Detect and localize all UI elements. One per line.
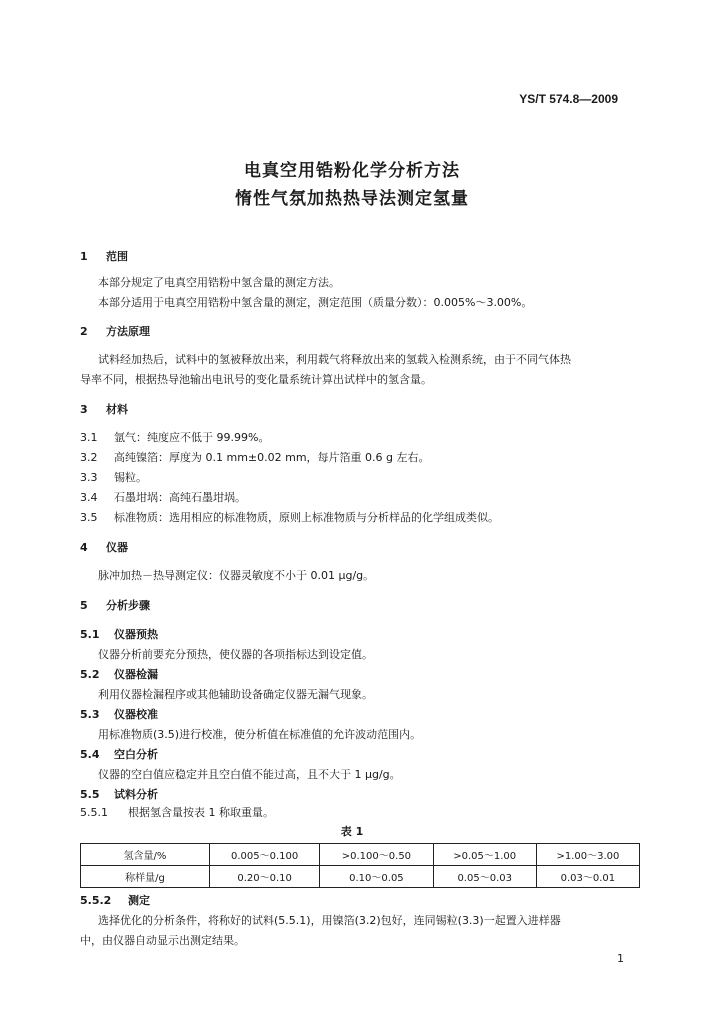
subsection-number: 5.5 [80, 788, 100, 801]
table-row-header: 氢含量/% [81, 844, 210, 866]
section-2-paragraph-line-1: 试料经加热后，试料中的氢被释放出来，利用载气将释放出来的氢载入检测系统，由于不同气体热 [98, 353, 571, 366]
subsection-5-2-heading [80, 668, 158, 682]
table-row [81, 866, 640, 888]
subsection-title: 仪器检漏 [114, 668, 158, 681]
section-title: 仪器 [106, 541, 128, 554]
table-cell: 0.05～0.03 [433, 866, 536, 888]
subsection-5-5-1 [80, 806, 274, 820]
subsection-5-5-2-heading [80, 894, 150, 908]
subsection-number: 5.5.1 [80, 806, 108, 819]
table-cell: >0.05～1.00 [433, 844, 536, 866]
sample-weight-table [80, 843, 640, 888]
section-4-paragraph: 脉冲加热－热导测定仪：仪器灵敏度不小于 0.01 μg/g。 [98, 569, 375, 582]
table-cell: 0.03～0.01 [536, 866, 639, 888]
subsection-5-5-heading [80, 788, 158, 802]
section-5-heading [80, 599, 150, 613]
subsection-title: 试料分析 [114, 788, 158, 801]
subsection-number: 5.5.2 [80, 894, 112, 907]
section-title: 分析步骤 [106, 599, 150, 612]
section-1-paragraph-2: 本部分适用于电真空用锆粉中氢含量的测定，测定范围（质量分数）：0.005%～3.00%。 [98, 296, 533, 309]
subsection-5-5-2-text-line-2: 中，由仪器自动显示出测定结果。 [80, 934, 245, 947]
section-number: 5 [80, 599, 88, 612]
subsection-5-3-text: 用标准物质(3.5)进行校准，使分析值在标准值的允许波动范围内。 [98, 728, 422, 741]
material-item [80, 471, 147, 485]
section-title: 方法原理 [106, 325, 150, 338]
table-cell: >1.00～3.00 [536, 844, 639, 866]
material-item [80, 451, 430, 465]
subsection-5-1-text: 仪器分析前要充分预热，使仪器的各项指标达到设定值。 [98, 648, 373, 661]
item-number: 3.5 [80, 511, 98, 524]
material-item [80, 511, 499, 525]
document-code: YS/T 574.8—2009 [519, 92, 618, 106]
subsection-title: 仪器预热 [114, 628, 158, 641]
item-number: 3.4 [80, 491, 98, 504]
table-caption: 表 1 [340, 825, 364, 838]
document-title-line1: 电真空用锆粉化学分析方法 [244, 161, 460, 181]
item-text: 石墨坩埚：高纯石墨坩埚。 [114, 491, 246, 504]
subsection-text: 根据氢含量按表 1 称取重量。 [128, 806, 274, 819]
item-text: 氩气：纯度应不低于 99.99%。 [114, 431, 270, 444]
section-number: 3 [80, 403, 88, 416]
subsection-5-2-text: 利用仪器检漏程序或其他辅助设备确定仪器无漏气现象。 [98, 688, 373, 701]
section-3-heading [80, 403, 128, 417]
section-title: 材料 [106, 403, 128, 416]
document-title-line2: 惰性气氛加热热导法测定氢量 [235, 189, 469, 209]
section-1-heading [80, 250, 128, 264]
subsection-title: 仪器校准 [114, 708, 158, 721]
item-number: 3.3 [80, 471, 98, 484]
subsection-5-5-2-text-line-1: 选择优化的分析条件，将称好的试料(5.5.1)，用镍箔(3.2)包好，连同锡粒(3.3)一起置入进样器 [98, 914, 561, 927]
subsection-5-1-heading [80, 628, 158, 642]
item-text: 标准物质：选用相应的标准物质，原则上标准物质与分析样品的化学组成类似。 [114, 511, 499, 524]
section-number: 1 [80, 250, 88, 263]
subsection-title: 空白分析 [114, 748, 158, 761]
material-item [80, 491, 246, 505]
table-cell: >0.100～0.50 [320, 844, 433, 866]
table-cell: 0.10～0.05 [320, 866, 433, 888]
subsection-number: 5.2 [80, 668, 100, 681]
item-text: 高纯镍箔：厚度为 0.1 mm±0.02 mm，每片箔重 0.6 g 左右。 [114, 451, 430, 464]
subsection-5-3-heading [80, 708, 158, 722]
subsection-number: 5.3 [80, 708, 100, 721]
section-2-paragraph-line-2: 导率不同，根据热导池输出电讯号的变化量系统计算出试样中的氢含量。 [80, 373, 432, 386]
table-row [81, 844, 640, 866]
subsection-5-4-text: 仪器的空白值应稳定并且空白值不能过高，且不大于 1 μg/g。 [98, 768, 401, 781]
table-row-header: 称样量/g [81, 866, 210, 888]
page-number: 1 [617, 952, 624, 965]
subsection-title: 测定 [128, 894, 150, 907]
section-number: 2 [80, 325, 88, 338]
subsection-number: 5.1 [80, 628, 100, 641]
section-number: 4 [80, 541, 88, 554]
table-cell: 0.20～0.10 [210, 866, 320, 888]
subsection-5-4-heading [80, 748, 158, 762]
table-cell: 0.005～0.100 [210, 844, 320, 866]
section-title: 范围 [106, 250, 128, 263]
material-item [80, 431, 269, 445]
section-2-heading [80, 325, 150, 339]
subsection-number: 5.4 [80, 748, 100, 761]
section-4-heading [80, 541, 128, 555]
item-text: 锡粒。 [114, 471, 147, 484]
item-number: 3.1 [80, 431, 98, 444]
item-number: 3.2 [80, 451, 98, 464]
section-1-paragraph-1: 本部分规定了电真空用锆粉中氢含量的测定方法。 [98, 276, 340, 289]
